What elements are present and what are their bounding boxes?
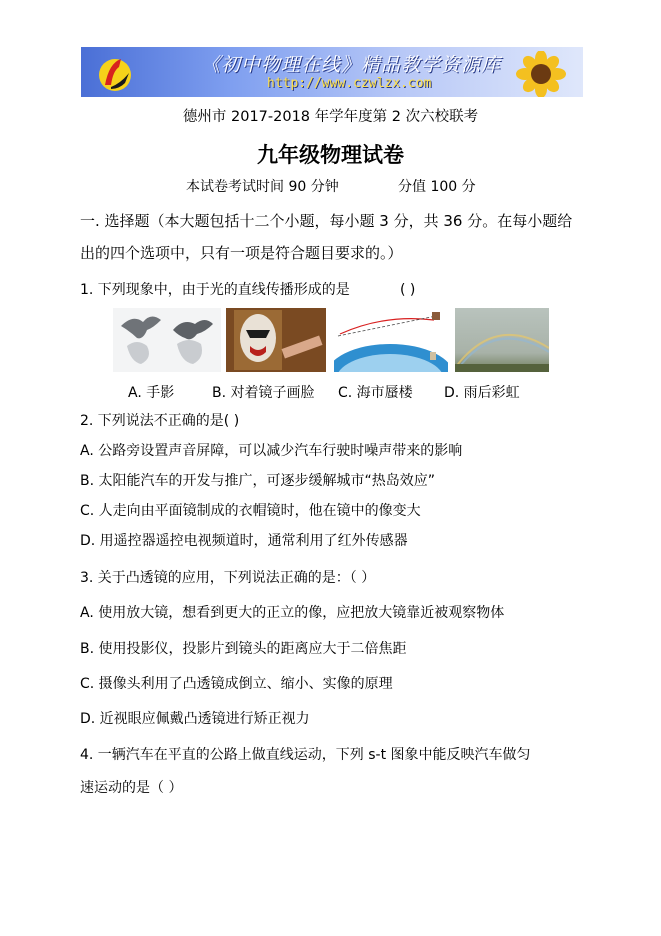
q3-option-b: B. 使用投影仪，投影片到镜头的距离应大于二倍焦距 xyxy=(80,641,407,657)
section1-instruction-line1: 一. 选择题（本大题包括十二个小题，每小题 3 分，共 36 分。在每小题给 xyxy=(80,212,573,230)
q4-stem-line2: 速运动的是（ ） xyxy=(80,780,183,796)
exam-title: 九年级物理试卷 xyxy=(257,143,404,167)
site-logo-icon xyxy=(95,53,135,93)
q2-option-c: C. 人走向由平面镜制成的衣帽镜时，他在镜中的像变大 xyxy=(80,503,421,519)
q3-option-d: D. 近视眼应佩戴凸透镜进行矫正视力 xyxy=(80,711,310,727)
q1-answer-paren: ( ) xyxy=(400,282,416,298)
sunflower-icon xyxy=(503,51,573,97)
banner-url[interactable]: http://www.czwlzx.com xyxy=(267,76,432,91)
q2-option-b: B. 太阳能汽车的开发与推广，可逐步缓解城市“热岛效应” xyxy=(80,473,436,489)
q3-option-a: A. 使用放大镜，想看到更大的正立的像，应把放大镜靠近被观察物体 xyxy=(80,605,505,621)
exam-header: 德州市 2017-2018 年学年度第 2 次六校联考 xyxy=(182,109,479,125)
q1-option-d: D. 雨后彩虹 xyxy=(444,385,520,401)
exam-score-info: 分值 100 分 xyxy=(398,179,476,195)
q1-option-a: A. 手影 xyxy=(128,385,175,401)
banner-title: 《初中物理在线》精品教学资源库 xyxy=(201,54,502,76)
q1-option-b: B. 对着镜子画脸 xyxy=(212,385,315,401)
q1-image-hand-shadow xyxy=(113,308,221,372)
section1-instruction-line2: 出的四个选项中，只有一项是符合题目要求的。） xyxy=(80,244,403,262)
q4-stem-line1: 4. 一辆汽车在平直的公路上做直线运动，下列 s-t 图象中能反映汽车做匀 xyxy=(80,747,531,763)
q1-option-c: C. 海市蜃楼 xyxy=(338,385,413,401)
q2-option-a: A. 公路旁设置声音屏障，可以减少汽车行驶时噪声带来的影响 xyxy=(80,443,463,459)
q3-option-c: C. 摄像头利用了凸透镜成倒立、缩小、实像的原理 xyxy=(80,676,393,692)
q2-option-d: D. 用遥控器遥控电视频道时，通常利用了红外传感器 xyxy=(80,533,408,549)
q3-stem: 3. 关于凸透镜的应用，下列说法正确的是：（ ） xyxy=(80,570,376,586)
q1-image-mirage xyxy=(334,308,448,372)
header-banner xyxy=(81,47,583,97)
exam-time-info: 本试卷考试时间 90 分钟 xyxy=(186,179,339,195)
q1-image-mirror-face xyxy=(226,308,326,372)
q1-image-rainbow xyxy=(455,308,549,372)
q2-stem: 2. 下列说法不正确的是( ) xyxy=(80,413,240,429)
q1-stem: 1. 下列现象中，由于光的直线传播形成的是 xyxy=(80,282,350,298)
